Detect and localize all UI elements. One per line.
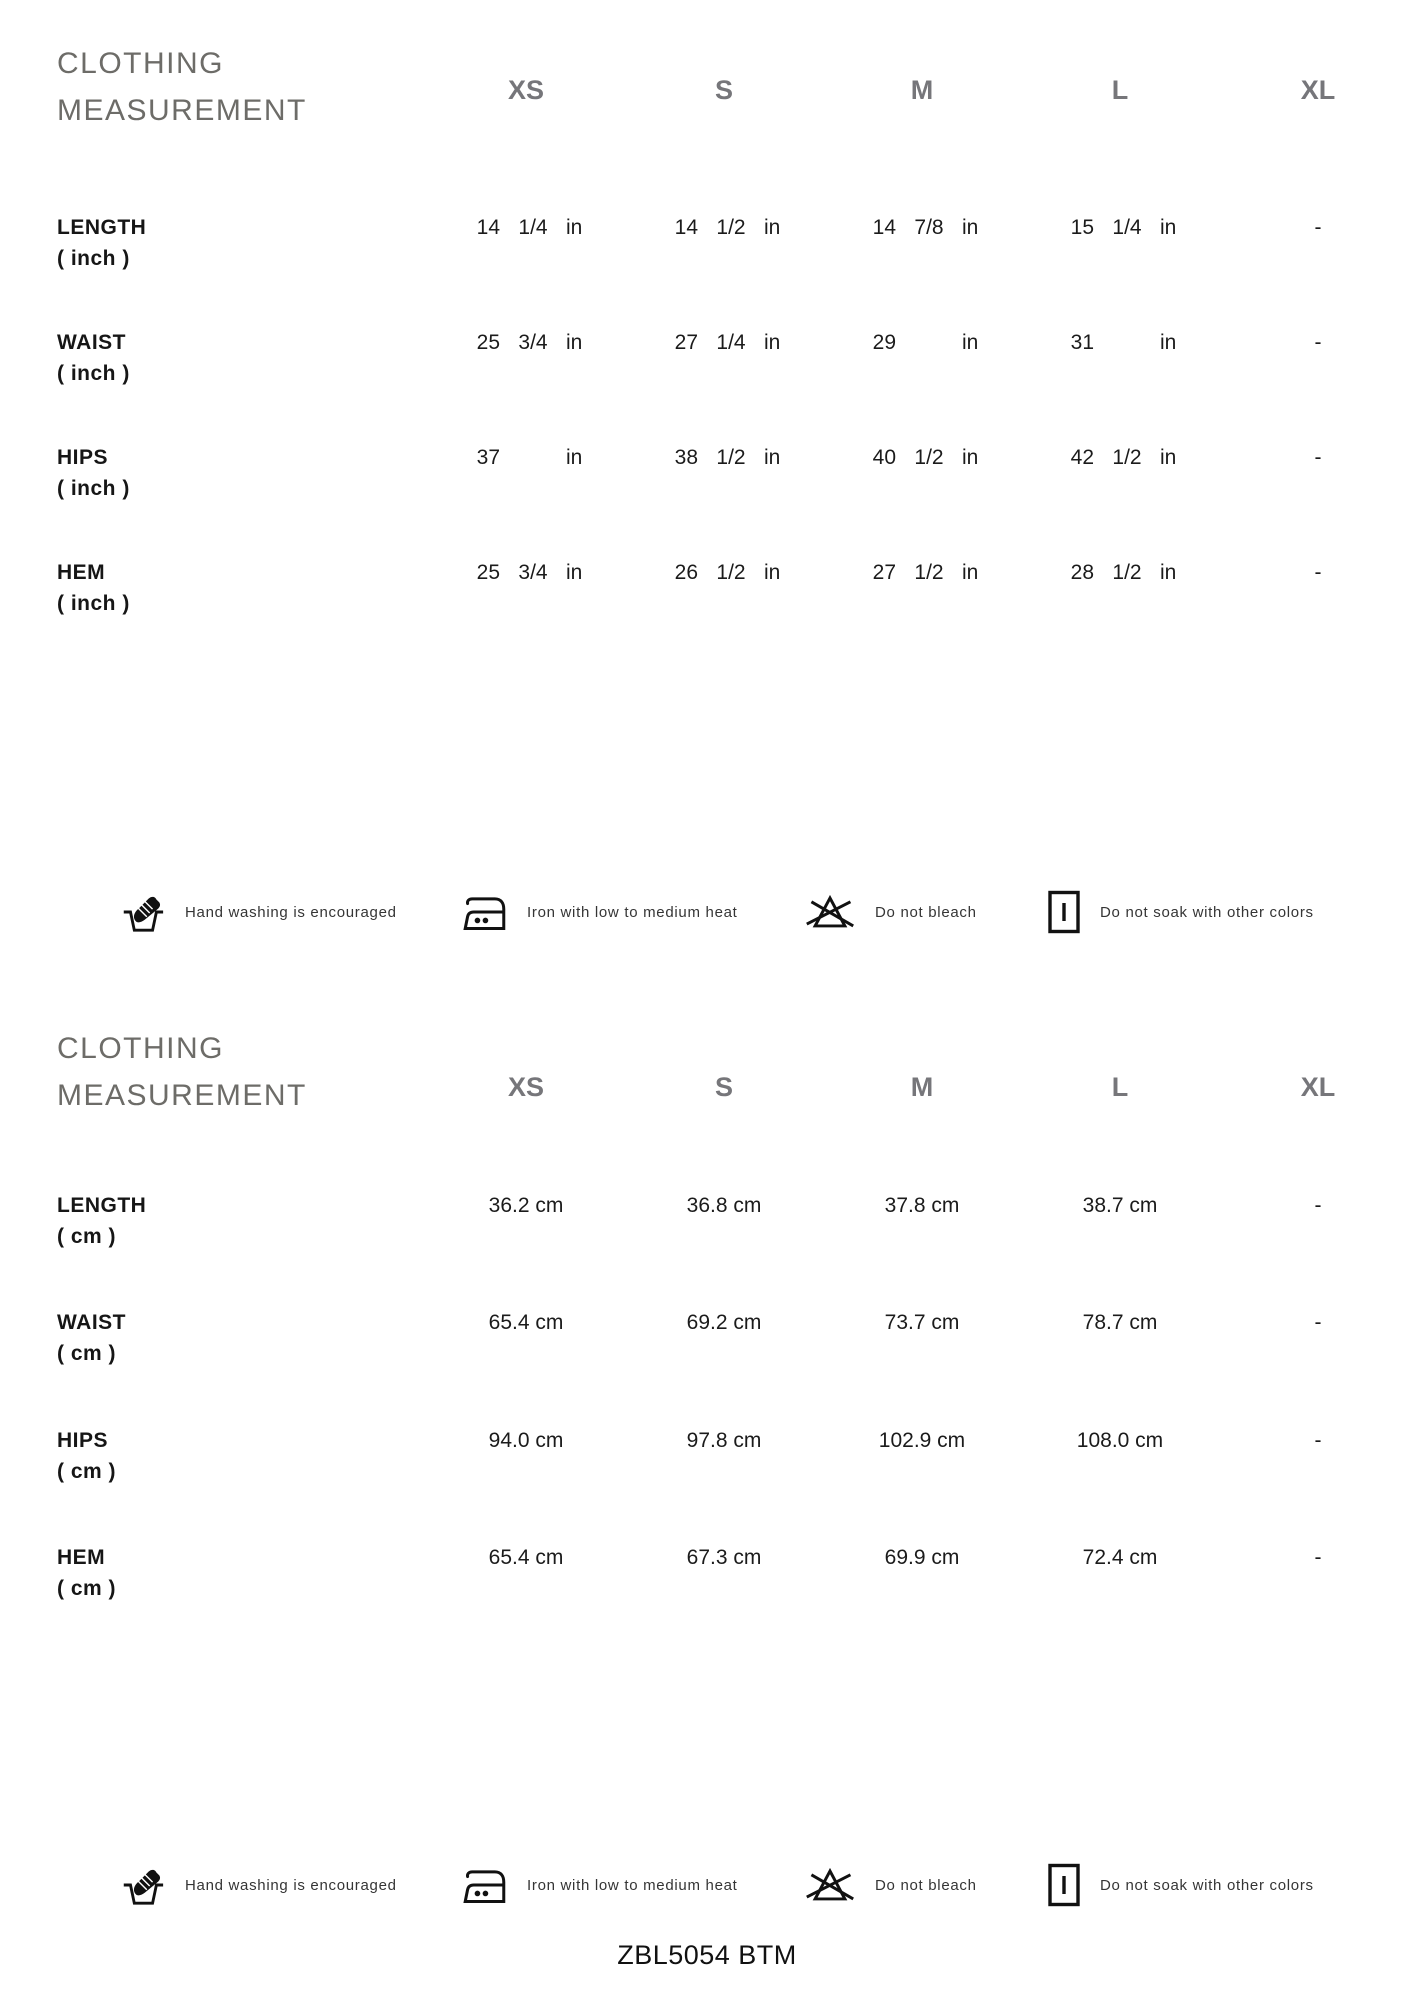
measurement-value: 102.9 cm [878,1429,966,1452]
measurement-value: 29 in [872,331,979,354]
size-header-s: S [714,74,733,105]
care-item-hand-wash [118,1855,397,1915]
row-label: WAIST ( cm ) [57,1311,126,1365]
hand-wash-icon [118,1861,166,1909]
measurement-value: 36.8 cm [686,1194,762,1217]
row-label: LENGTH ( cm ) [57,1194,147,1248]
product-code: ZBL5054 BTM [617,1940,797,1970]
size-header-l: L [1111,1071,1129,1102]
title-line-2: MEASUREMENT [57,94,307,127]
measurement-value: 37.8 cm [884,1194,960,1217]
measurement-value: 27 1/2 in [872,561,979,584]
title-line-2: MEASUREMENT [57,1079,307,1112]
measurement-value: 14 7/8 in [872,216,979,239]
measurement-value: 38 1/2 in [674,446,781,469]
measurement-value-empty: - [1314,1546,1322,1569]
iron-low-medium-icon [461,1863,508,1907]
measurement-value: 94.0 cm [488,1429,564,1452]
row-label: HIPS ( cm ) [57,1429,117,1483]
measurement-value: 25 3/4 in [476,561,583,584]
size-header-s: S [714,1071,733,1102]
row-label: HEM ( cm ) [57,1546,117,1600]
measurement-value-empty: - [1314,1311,1322,1334]
measurement-value: 42 1/2 in [1070,446,1177,469]
inch-table-header [57,40,1414,134]
row-label: HIPS ( inch ) [57,446,130,500]
measurement-value: 97.8 cm [686,1429,762,1452]
measurement-value: 73.7 cm [884,1311,960,1334]
size-header-l: L [1111,74,1129,105]
measurement-value-empty: - [1314,331,1322,354]
care-instructions-row [0,882,1414,942]
care-label: Hand washing is encouraged [185,903,397,921]
measurement-value: 26 1/2 in [674,561,781,584]
measurement-value: 14 1/4 in [476,216,583,239]
care-item-iron [461,1855,738,1915]
measurement-value: 78.7 cm [1082,1311,1158,1334]
table-row-hips-cm [57,1425,1414,1487]
row-label: LENGTH ( inch ) [57,216,147,270]
care-item-iron [461,882,738,942]
measurement-value-empty: - [1314,446,1322,469]
care-item-do-not-bleach [804,882,977,942]
care-label: Do not soak with other colors [1100,1876,1314,1894]
measurement-value-empty: - [1314,1429,1322,1452]
measurement-value: 37 in [476,446,583,469]
table-row-length-cm [57,1190,1414,1252]
do-not-soak-icon [1047,889,1081,935]
measurement-value: 67.3 cm [686,1546,762,1569]
measurement-value: 14 1/2 in [674,216,781,239]
do-not-bleach-icon [804,890,856,934]
care-label: Iron with low to medium heat [527,903,738,921]
measurement-value: 36.2 cm [488,1194,564,1217]
hand-wash-icon [118,888,166,936]
measurement-value: 15 1/4 in [1070,216,1177,239]
measurement-value: 65.4 cm [488,1546,564,1569]
care-instructions-row [0,1855,1414,1915]
measurement-value-empty: - [1314,216,1322,239]
care-label: Do not soak with other colors [1100,903,1314,921]
size-header-m: M [910,1071,934,1102]
cm-table-header [57,1025,1414,1119]
measurement-value: 108.0 cm [1076,1429,1164,1452]
care-item-do-not-bleach [804,1855,977,1915]
row-label: WAIST ( inch ) [57,331,130,385]
care-label: Hand washing is encouraged [185,1876,397,1894]
table-row-hem-cm [57,1542,1414,1604]
measurement-value: 38.7 cm [1082,1194,1158,1217]
measurement-value-empty: - [1314,561,1322,584]
measurement-value: 28 1/2 in [1070,561,1177,584]
measurement-value: 31 in [1070,331,1177,354]
size-header-xl: XL [1300,74,1336,105]
size-header-xl: XL [1300,1071,1336,1102]
table-row-hem-inch [57,557,1414,619]
table-row-waist-inch [57,327,1414,389]
do-not-soak-icon [1047,1862,1081,1908]
size-header-xs: XS [507,1071,545,1102]
care-item-hand-wash [118,882,397,942]
page-title [57,1025,427,1119]
measurement-value: 65.4 cm [488,1311,564,1334]
size-header-m: M [910,74,934,105]
care-item-do-not-soak [1047,1855,1314,1915]
table-row-waist-cm [57,1307,1414,1369]
page-title [57,40,427,134]
measurement-value-empty: - [1314,1194,1322,1217]
measurement-value: 69.9 cm [884,1546,960,1569]
care-item-do-not-soak [1047,882,1314,942]
care-label: Do not bleach [875,903,977,921]
iron-low-medium-icon [461,890,508,934]
care-label: Iron with low to medium heat [527,1876,738,1894]
measurement-value: 72.4 cm [1082,1546,1158,1569]
care-label: Do not bleach [875,1876,977,1894]
table-row-length-inch [57,212,1414,274]
table-row-hips-inch [57,442,1414,504]
do-not-bleach-icon [804,1863,856,1907]
title-line-1: CLOTHING [57,47,225,80]
measurement-value: 40 1/2 in [872,446,979,469]
measurement-value: 25 3/4 in [476,331,583,354]
size-header-xs: XS [507,74,545,105]
row-label: HEM ( inch ) [57,561,130,615]
title-line-1: CLOTHING [57,1032,225,1065]
measurement-value: 69.2 cm [686,1311,762,1334]
measurement-value: 27 1/4 in [674,331,781,354]
